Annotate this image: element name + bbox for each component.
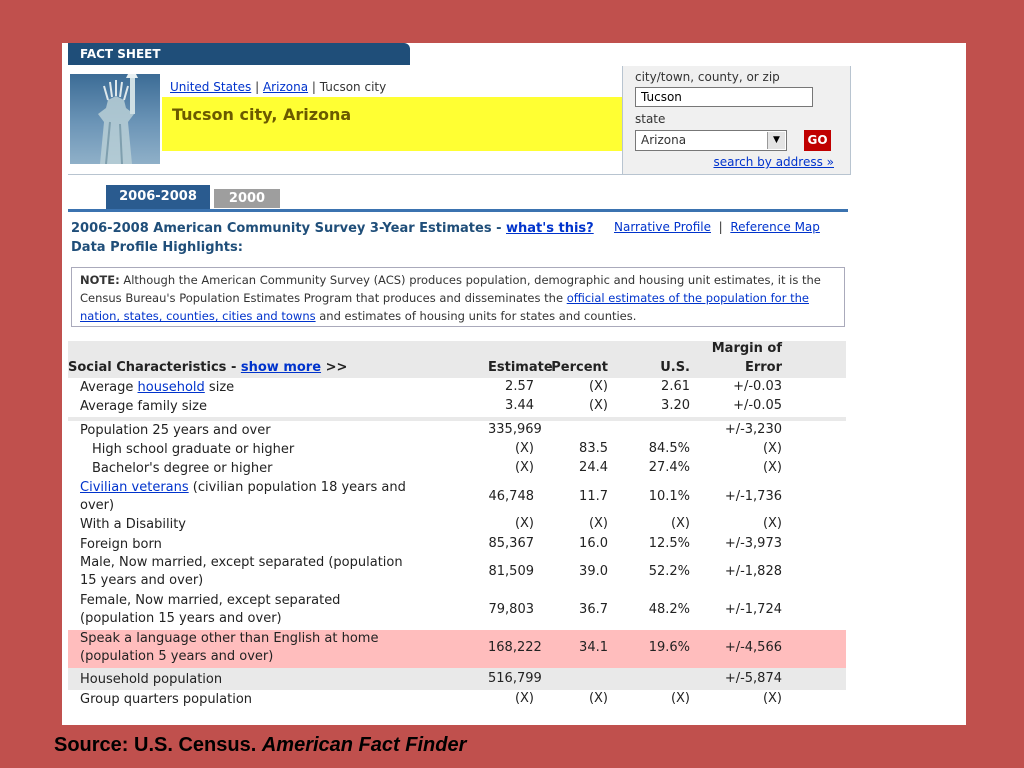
link-separator: |: [718, 220, 723, 234]
table-header: [68, 341, 846, 378]
row-label: [92, 460, 422, 478]
row-label: [80, 592, 410, 628]
reference-map-link[interactable]: Reference Map: [730, 220, 820, 234]
percent-cell: (X): [588, 516, 608, 531]
estimate-cell: 46,748: [488, 489, 534, 504]
note-text-end: and estimates of housing units for states and counties.: [315, 309, 637, 323]
row-label-text: With a Disability: [80, 517, 186, 532]
table-row: [68, 554, 846, 592]
row-label-text: Female, Now married, except separated (population 15 years and over): [80, 593, 341, 626]
percent-cell: 24.4: [579, 460, 608, 475]
breadcrumb-current-city: Tucson city: [319, 80, 387, 94]
row-label: [80, 516, 410, 534]
row-label: [92, 441, 422, 459]
margin-cell: +/-5,874: [724, 671, 782, 686]
percent-cell: 11.7: [579, 489, 608, 504]
row-label-text: Household population: [80, 672, 223, 687]
narrative-profile-link[interactable]: Narrative Profile: [614, 220, 711, 234]
whats-this-link[interactable]: what's this?: [506, 221, 594, 236]
row-label-text: High school graduate or higher: [92, 442, 295, 457]
table-row: [68, 690, 846, 710]
margin-cell: (X): [762, 516, 782, 531]
percent-cell: 36.7: [579, 602, 608, 617]
fact-sheet-panel: [62, 43, 966, 725]
row-label-link[interactable]: household: [137, 380, 205, 395]
us-cell: 2.61: [661, 379, 690, 394]
table-row: [68, 630, 846, 668]
margin-cell: +/-1,828: [724, 564, 782, 579]
source-prefix: Source: U.S. Census.: [54, 734, 262, 756]
estimate-cell: 2.57: [505, 379, 534, 394]
estimate-cell: (X): [514, 516, 534, 531]
us-cell: 48.2%: [648, 602, 690, 617]
estimate-cell: 81,509: [488, 564, 534, 579]
percent-cell: 34.1: [579, 640, 608, 655]
place-title: Tucson city, Arizona: [172, 105, 352, 124]
us-cell: (X): [670, 691, 690, 706]
column-header-percent: Percent: [551, 360, 608, 375]
column-header-margin: Margin of: [711, 341, 782, 356]
column-header-error: Error: [744, 360, 782, 375]
estimate-cell: 168,222: [488, 640, 542, 655]
section-title-text: Social Characteristics -: [68, 360, 241, 375]
us-cell: 84.5%: [648, 441, 690, 456]
margin-cell: +/-4,566: [724, 640, 782, 655]
table-row: [68, 459, 846, 479]
social-characteristics-table: [68, 341, 846, 710]
percent-cell: 83.5: [579, 441, 608, 456]
row-label-text: Population 25 years and over: [80, 423, 271, 438]
row-label-text: Male, Now married, except separated (population 15 years and over): [80, 555, 403, 588]
survey-subheading: Data Profile Highlights:: [71, 240, 243, 255]
show-more-link[interactable]: show more: [240, 360, 322, 375]
margin-cell: (X): [762, 441, 782, 456]
search-by-address-link[interactable]: search by address »: [713, 155, 834, 169]
section-title: [68, 360, 347, 375]
margin-cell: +/-1,736: [724, 489, 782, 504]
row-label: [80, 536, 410, 554]
column-header-us: U.S.: [660, 360, 690, 375]
estimate-cell: 335,969: [488, 422, 542, 437]
statue-of-liberty-image: [70, 74, 160, 164]
row-label: [80, 671, 410, 689]
city-input[interactable]: [635, 87, 813, 107]
state-select-value: Arizona: [641, 133, 687, 147]
us-cell: 12.5%: [648, 536, 690, 551]
percent-cell: (X): [588, 691, 608, 706]
row-label-text: (civilian population 18 years and over): [80, 480, 406, 513]
official-estimates-link[interactable]: official estimates of the population for the nation, states, counties, cities and towns: [80, 291, 809, 323]
survey-heading: [71, 219, 594, 257]
note-box: [71, 267, 845, 327]
estimate-cell: 516,799: [488, 671, 542, 686]
note-text: Although the American Community Survey (ACS) produces population, demographic and housing unit estimates, it is the Census Bureau's Population Estimates Program that produces and disseminates the: [80, 273, 821, 305]
estimate-cell: (X): [514, 460, 534, 475]
row-label: [80, 554, 410, 590]
margin-cell: +/-3,230: [724, 422, 782, 437]
table-row: [68, 421, 846, 440]
fact-sheet-tab: FACT SHEET: [68, 43, 410, 65]
row-label-text: Group quarters population: [80, 692, 253, 707]
us-cell: 52.2%: [648, 564, 690, 579]
row-label: [80, 422, 410, 440]
us-cell: 3.20: [661, 398, 690, 413]
table-row: [68, 592, 846, 630]
state-select[interactable]: [635, 130, 787, 151]
us-cell: 10.1%: [648, 489, 690, 504]
margin-cell: +/-0.03: [733, 379, 782, 394]
tab-2006-2008[interactable]: 2006-2008: [106, 185, 210, 209]
row-label: [80, 691, 410, 709]
row-label: [80, 479, 410, 515]
breadcrumb: [170, 80, 386, 94]
margin-cell: +/-0.05: [733, 398, 782, 413]
city-field-label: city/town, county, or zip: [635, 70, 780, 84]
breadcrumb-arizona[interactable]: Arizona: [262, 80, 309, 94]
table-row: [68, 479, 846, 515]
chevron-down-icon[interactable]: ▼: [767, 132, 785, 149]
place-title-band: [162, 97, 622, 151]
state-field-label: state: [635, 112, 666, 126]
percent-cell: (X): [588, 398, 608, 413]
table-row: [68, 440, 846, 459]
tab-2000[interactable]: 2000: [214, 189, 280, 208]
breadcrumb-united-states[interactable]: United States: [170, 80, 252, 94]
go-button[interactable]: GO: [804, 130, 831, 151]
margin-cell: (X): [762, 460, 782, 475]
row-label-link[interactable]: Civilian veterans: [80, 480, 189, 495]
row-label-text: Foreign born: [80, 537, 162, 552]
percent-cell: 39.0: [579, 564, 608, 579]
row-label-text: Bachelor's degree or higher: [92, 461, 273, 476]
show-more-suffix: >>: [321, 360, 348, 375]
table-body: [68, 378, 846, 710]
row-label-text: Average family size: [80, 399, 207, 414]
column-header-estimate: Estimate: [488, 360, 553, 375]
estimate-cell: 85,367: [488, 536, 534, 551]
us-cell: 19.6%: [648, 640, 690, 655]
row-label-text: Speak a language other than English at home (population 5 years and over): [80, 631, 379, 664]
note-label: NOTE:: [80, 273, 120, 287]
place-header: [68, 66, 622, 175]
row-label: [80, 398, 410, 416]
profile-links: [614, 220, 820, 234]
table-row: [68, 535, 846, 554]
row-label-text: Average: [80, 380, 138, 395]
source-caption: [54, 734, 466, 757]
estimate-cell: 3.44: [505, 398, 534, 413]
us-cell: (X): [670, 516, 690, 531]
survey-title: 2006-2008 American Community Survey 3-Year Estimates -: [71, 221, 506, 236]
source-title: American Fact Finder: [261, 734, 467, 756]
percent-cell: (X): [588, 379, 608, 394]
estimate-cell: (X): [514, 441, 534, 456]
table-row: [68, 670, 846, 690]
table-row: [68, 397, 846, 417]
margin-cell: (X): [762, 691, 782, 706]
search-panel: [622, 66, 851, 175]
table-row: [68, 515, 846, 535]
row-label: [80, 630, 410, 666]
percent-cell: 16.0: [579, 536, 608, 551]
margin-cell: +/-1,724: [724, 602, 782, 617]
table-row: [68, 378, 846, 397]
estimate-cell: (X): [514, 691, 534, 706]
us-cell: 27.4%: [648, 460, 690, 475]
breadcrumb-separator: |: [311, 80, 316, 94]
breadcrumb-separator: |: [255, 80, 260, 94]
year-tabs: [68, 185, 848, 212]
row-label: [80, 379, 410, 397]
row-label-text: size: [204, 380, 235, 395]
estimate-cell: 79,803: [488, 602, 534, 617]
margin-cell: +/-3,973: [724, 536, 782, 551]
